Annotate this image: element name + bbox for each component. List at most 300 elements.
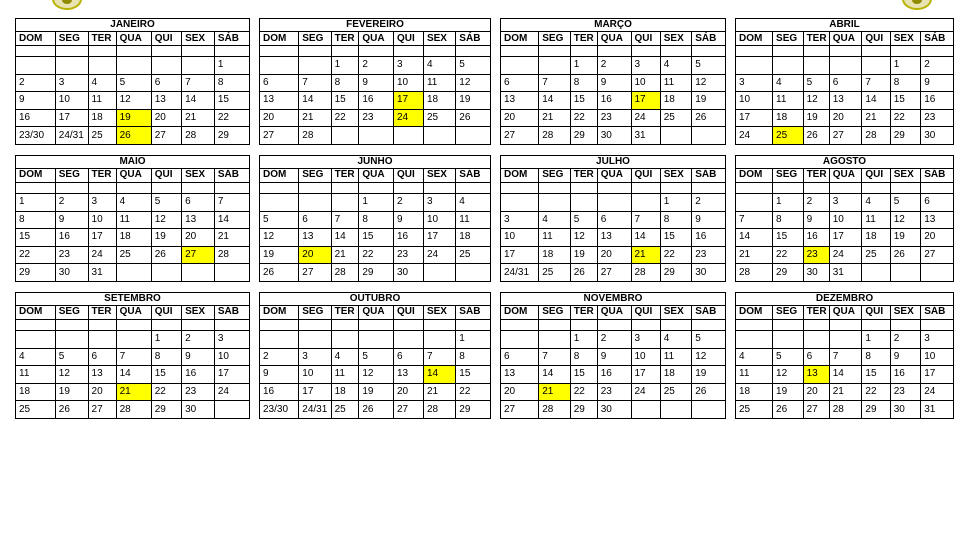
day-cell <box>393 127 423 145</box>
day-cell: 6 <box>182 193 215 211</box>
day-cell: 3 <box>299 348 331 366</box>
day-cell: 13 <box>829 92 862 110</box>
week-row <box>16 330 250 348</box>
day-cell: 26 <box>692 109 726 127</box>
day-cell: 29 <box>660 264 692 282</box>
day-cell: 1 <box>359 193 394 211</box>
spacer-cell <box>597 46 631 57</box>
weekday-header: SEG <box>55 168 88 182</box>
weekday-header: QUI <box>151 168 181 182</box>
day-cell: 24 <box>921 383 954 401</box>
day-cell: 24/31 <box>55 127 88 145</box>
spacer-cell <box>890 46 921 57</box>
weekday-header: QUA <box>116 305 151 319</box>
day-cell: 2 <box>260 348 299 366</box>
day-cell: 20 <box>260 109 299 127</box>
month-name: DEZEMBRO <box>736 292 954 305</box>
weekday-header: SEG <box>55 32 88 46</box>
spacer-cell <box>299 182 331 193</box>
day-cell <box>597 193 631 211</box>
day-cell: 24 <box>214 383 249 401</box>
day-cell: 24 <box>631 109 660 127</box>
month-name: FEVEREIRO <box>260 19 491 32</box>
day-cell: 25 <box>539 264 571 282</box>
day-cell: 22 <box>660 246 692 264</box>
day-cell <box>692 401 726 419</box>
week-row <box>16 127 250 145</box>
day-cell <box>331 193 359 211</box>
day-cell <box>803 330 829 348</box>
day-cell <box>423 330 455 348</box>
day-cell: 5 <box>803 74 829 92</box>
day-cell: 30 <box>692 264 726 282</box>
day-cell: 21 <box>116 383 151 401</box>
month-calendar <box>259 292 491 419</box>
day-cell: 25 <box>88 127 116 145</box>
weekday-header: DOM <box>16 168 56 182</box>
day-cell <box>829 330 862 348</box>
day-cell: 7 <box>539 348 571 366</box>
day-cell: 15 <box>890 92 921 110</box>
week-row <box>501 109 726 127</box>
day-cell: 12 <box>773 366 804 384</box>
spacer-cell <box>423 319 455 330</box>
week-row <box>260 109 491 127</box>
weekday-header: TER <box>331 32 359 46</box>
day-cell: 6 <box>501 348 539 366</box>
day-cell: 23 <box>803 246 829 264</box>
day-cell: 12 <box>692 74 726 92</box>
day-cell: 9 <box>359 74 394 92</box>
week-row <box>16 211 250 229</box>
week-row <box>16 366 250 384</box>
spacer-cell <box>829 182 862 193</box>
day-cell <box>631 401 660 419</box>
weekday-header: TER <box>803 168 829 182</box>
month-calendar <box>259 18 491 145</box>
spacer-cell <box>331 319 359 330</box>
day-cell: 1 <box>570 330 597 348</box>
day-cell: 3 <box>921 330 954 348</box>
week-row <box>260 74 491 92</box>
day-cell: 20 <box>501 109 539 127</box>
month-calendar <box>259 155 491 282</box>
day-cell: 8 <box>773 211 804 229</box>
day-cell: 21 <box>862 109 890 127</box>
day-cell: 1 <box>331 57 359 75</box>
month-name: SETEMBRO <box>16 292 250 305</box>
day-cell: 12 <box>570 229 597 247</box>
day-cell: 18 <box>862 229 890 247</box>
day-cell: 14 <box>214 211 249 229</box>
day-cell: 24 <box>631 383 660 401</box>
weekday-header: SEX <box>890 32 921 46</box>
spacer-cell <box>55 319 88 330</box>
weekday-header: QUA <box>829 32 862 46</box>
spacer-cell <box>736 319 773 330</box>
day-cell: 1 <box>862 330 890 348</box>
weekday-header: QUA <box>359 32 394 46</box>
weekday-header: QUI <box>151 305 181 319</box>
day-cell: 17 <box>88 229 116 247</box>
week-row <box>260 401 491 419</box>
day-cell: 28 <box>539 401 571 419</box>
day-cell: 7 <box>829 348 862 366</box>
day-cell: 31 <box>829 264 862 282</box>
day-cell: 29 <box>890 127 921 145</box>
spacer-cell <box>539 46 571 57</box>
week-row <box>501 74 726 92</box>
week-row <box>16 193 250 211</box>
day-cell <box>299 193 331 211</box>
day-cell: 31 <box>88 264 116 282</box>
day-cell <box>692 127 726 145</box>
spacer-cell <box>597 182 631 193</box>
spacer-cell <box>359 182 394 193</box>
spacer-cell <box>331 46 359 57</box>
day-cell: 26 <box>692 383 726 401</box>
week-row <box>501 264 726 282</box>
day-cell: 5 <box>55 348 88 366</box>
day-cell: 16 <box>16 109 56 127</box>
day-cell: 6 <box>393 348 423 366</box>
spacer-cell <box>501 46 539 57</box>
weekday-header: SEG <box>773 32 804 46</box>
weekday-header: SEX <box>182 168 215 182</box>
spacer-cell <box>660 46 692 57</box>
day-cell: 22 <box>456 383 491 401</box>
day-cell: 23 <box>890 383 921 401</box>
day-cell: 22 <box>214 109 249 127</box>
spacer-cell <box>921 182 954 193</box>
day-cell: 20 <box>597 246 631 264</box>
day-cell: 3 <box>55 74 88 92</box>
week-row <box>501 366 726 384</box>
day-cell <box>456 127 491 145</box>
day-cell: 17 <box>631 92 660 110</box>
month-name: MAIO <box>16 155 250 168</box>
day-cell: 6 <box>803 348 829 366</box>
day-cell: 17 <box>214 366 249 384</box>
day-cell: 2 <box>359 57 394 75</box>
day-cell: 16 <box>597 92 631 110</box>
day-cell: 3 <box>88 193 116 211</box>
spacer-cell <box>88 46 116 57</box>
day-cell: 9 <box>182 348 215 366</box>
day-cell <box>214 401 249 419</box>
day-cell: 31 <box>631 127 660 145</box>
month-name: ABRIL <box>736 19 954 32</box>
day-cell: 2 <box>692 193 726 211</box>
week-row <box>736 264 954 282</box>
spacer-cell <box>803 182 829 193</box>
day-cell: 28 <box>829 401 862 419</box>
day-cell: 5 <box>692 57 726 75</box>
day-cell: 30 <box>597 127 631 145</box>
day-cell: 4 <box>773 74 804 92</box>
weekday-header: SEG <box>539 168 571 182</box>
day-cell: 26 <box>55 401 88 419</box>
spacer-cell <box>182 319 215 330</box>
day-cell: 15 <box>456 366 491 384</box>
week-row <box>16 74 250 92</box>
day-cell: 22 <box>862 383 890 401</box>
day-cell: 16 <box>393 229 423 247</box>
weekday-header: SÁB <box>921 32 954 46</box>
week-row <box>501 193 726 211</box>
day-cell: 10 <box>299 366 331 384</box>
weekday-header: SEX <box>660 305 692 319</box>
day-cell: 27 <box>597 264 631 282</box>
day-cell: 19 <box>890 229 921 247</box>
spacer-cell <box>773 319 804 330</box>
day-cell: 15 <box>214 92 249 110</box>
week-row <box>736 229 954 247</box>
day-cell: 15 <box>151 366 181 384</box>
day-cell: 18 <box>539 246 571 264</box>
weekday-header: QUA <box>116 32 151 46</box>
day-cell: 29 <box>456 401 491 419</box>
spacer-cell <box>260 319 299 330</box>
month-name: JUNHO <box>260 155 491 168</box>
weekday-header: SEX <box>890 168 921 182</box>
day-cell: 6 <box>829 74 862 92</box>
day-cell <box>736 57 773 75</box>
day-cell: 26 <box>570 264 597 282</box>
weekday-header: QUI <box>862 305 890 319</box>
month-name: JULHO <box>501 155 726 168</box>
day-cell: 7 <box>862 74 890 92</box>
day-cell <box>736 330 773 348</box>
day-cell: 27 <box>803 401 829 419</box>
day-cell: 19 <box>260 246 299 264</box>
weekday-header: SEG <box>539 32 571 46</box>
day-cell: 25 <box>423 109 455 127</box>
day-cell: 5 <box>692 330 726 348</box>
day-cell: 27 <box>88 401 116 419</box>
spacer-cell <box>456 46 491 57</box>
weekday-header: SEX <box>890 305 921 319</box>
day-cell: 11 <box>16 366 56 384</box>
day-cell: 29 <box>214 127 249 145</box>
day-cell <box>456 264 491 282</box>
day-cell: 3 <box>214 330 249 348</box>
day-cell: 12 <box>890 211 921 229</box>
day-cell: 15 <box>570 92 597 110</box>
day-cell: 4 <box>88 74 116 92</box>
day-cell: 11 <box>88 92 116 110</box>
day-cell: 24 <box>423 246 455 264</box>
day-cell: 4 <box>331 348 359 366</box>
spacer-cell <box>539 182 571 193</box>
day-cell: 20 <box>393 383 423 401</box>
weekday-header: QUA <box>829 305 862 319</box>
day-cell: 29 <box>359 264 394 282</box>
day-cell: 3 <box>423 193 455 211</box>
week-row <box>16 383 250 401</box>
day-cell: 21 <box>736 246 773 264</box>
day-cell: 7 <box>631 211 660 229</box>
day-cell: 1 <box>214 57 249 75</box>
day-cell: 23 <box>597 109 631 127</box>
day-cell: 8 <box>16 211 56 229</box>
day-cell: 16 <box>890 366 921 384</box>
week-row <box>501 92 726 110</box>
day-cell: 8 <box>660 211 692 229</box>
spacer-cell <box>331 182 359 193</box>
day-cell: 1 <box>570 57 597 75</box>
spacer-cell <box>773 46 804 57</box>
day-cell: 10 <box>631 74 660 92</box>
day-cell <box>773 57 804 75</box>
week-row <box>736 348 954 366</box>
day-cell: 12 <box>260 229 299 247</box>
day-cell: 4 <box>539 211 571 229</box>
day-cell: 26 <box>359 401 394 419</box>
day-cell: 9 <box>393 211 423 229</box>
day-cell: 2 <box>55 193 88 211</box>
day-cell: 23 <box>597 383 631 401</box>
weekday-header: QUA <box>359 168 394 182</box>
weekday-header: DOM <box>736 305 773 319</box>
day-cell: 23 <box>921 109 954 127</box>
spacer-cell <box>299 319 331 330</box>
day-cell <box>116 264 151 282</box>
day-cell <box>16 330 56 348</box>
week-row <box>260 193 491 211</box>
day-cell <box>116 57 151 75</box>
day-cell: 19 <box>570 246 597 264</box>
day-cell: 24 <box>736 127 773 145</box>
day-cell: 12 <box>55 366 88 384</box>
spacer-cell <box>116 182 151 193</box>
day-cell: 25 <box>660 109 692 127</box>
day-cell: 28 <box>116 401 151 419</box>
weekday-header: TER <box>570 32 597 46</box>
day-cell: 21 <box>631 246 660 264</box>
day-cell: 13 <box>299 229 331 247</box>
day-cell: 14 <box>736 229 773 247</box>
spacer-cell <box>116 319 151 330</box>
spacer-cell <box>921 319 954 330</box>
spacer-cell <box>803 46 829 57</box>
day-cell: 28 <box>539 127 571 145</box>
spacer-cell <box>214 46 249 57</box>
weekday-header: SEG <box>55 305 88 319</box>
day-cell: 9 <box>692 211 726 229</box>
week-row <box>260 264 491 282</box>
weekday-header: QUA <box>597 32 631 46</box>
day-cell: 18 <box>773 109 804 127</box>
day-cell: 25 <box>456 246 491 264</box>
day-cell <box>862 264 890 282</box>
day-cell <box>331 127 359 145</box>
weekday-header: SEG <box>299 305 331 319</box>
weekday-header: DOM <box>501 32 539 46</box>
weekday-header: SÁB <box>456 168 491 182</box>
month-name: JANEIRO <box>16 19 250 32</box>
day-cell: 14 <box>299 92 331 110</box>
weekday-header: SEX <box>660 168 692 182</box>
day-cell: 18 <box>88 109 116 127</box>
day-cell: 22 <box>890 109 921 127</box>
day-cell: 14 <box>331 229 359 247</box>
spacer-cell <box>501 319 539 330</box>
day-cell: 6 <box>597 211 631 229</box>
week-row <box>736 193 954 211</box>
day-cell: 3 <box>631 330 660 348</box>
day-cell: 13 <box>501 366 539 384</box>
day-cell: 5 <box>116 74 151 92</box>
day-cell: 8 <box>359 211 394 229</box>
weekday-header: QUI <box>631 168 660 182</box>
day-cell: 14 <box>539 366 571 384</box>
day-cell <box>539 57 571 75</box>
day-cell: 30 <box>803 264 829 282</box>
week-row <box>501 57 726 75</box>
day-cell: 17 <box>829 229 862 247</box>
week-row <box>501 348 726 366</box>
spacer-cell <box>182 46 215 57</box>
week-row <box>501 127 726 145</box>
month-calendar <box>15 18 250 145</box>
day-cell: 4 <box>16 348 56 366</box>
spacer-cell <box>16 319 56 330</box>
weekday-header: QUI <box>862 168 890 182</box>
day-cell: 8 <box>862 348 890 366</box>
week-row <box>260 57 491 75</box>
day-cell: 30 <box>921 127 954 145</box>
day-cell: 13 <box>501 92 539 110</box>
day-cell: 25 <box>16 401 56 419</box>
weekday-header: SÁB <box>921 305 954 319</box>
day-cell: 9 <box>16 92 56 110</box>
day-cell: 17 <box>393 92 423 110</box>
day-cell: 3 <box>736 74 773 92</box>
spacer-cell <box>393 182 423 193</box>
day-cell <box>16 57 56 75</box>
day-cell: 2 <box>16 74 56 92</box>
day-cell: 15 <box>16 229 56 247</box>
spacer-cell <box>736 46 773 57</box>
spacer-cell <box>631 319 660 330</box>
day-cell: 13 <box>393 366 423 384</box>
day-cell <box>55 330 88 348</box>
day-cell: 6 <box>88 348 116 366</box>
spacer-cell <box>423 46 455 57</box>
day-cell: 30 <box>597 401 631 419</box>
day-cell: 4 <box>736 348 773 366</box>
day-cell: 4 <box>660 330 692 348</box>
spacer-cell <box>631 182 660 193</box>
day-cell: 15 <box>773 229 804 247</box>
day-cell: 27 <box>501 401 539 419</box>
day-cell: 25 <box>116 246 151 264</box>
day-cell: 8 <box>570 74 597 92</box>
day-cell <box>570 193 597 211</box>
day-cell: 28 <box>862 127 890 145</box>
day-cell: 14 <box>116 366 151 384</box>
month-calendar <box>735 18 954 145</box>
day-cell: 11 <box>456 211 491 229</box>
day-cell: 15 <box>570 366 597 384</box>
day-cell: 14 <box>829 366 862 384</box>
week-row <box>16 348 250 366</box>
day-cell: 23 <box>55 246 88 264</box>
weekday-header: SEX <box>182 32 215 46</box>
day-cell: 16 <box>260 383 299 401</box>
day-cell <box>862 57 890 75</box>
